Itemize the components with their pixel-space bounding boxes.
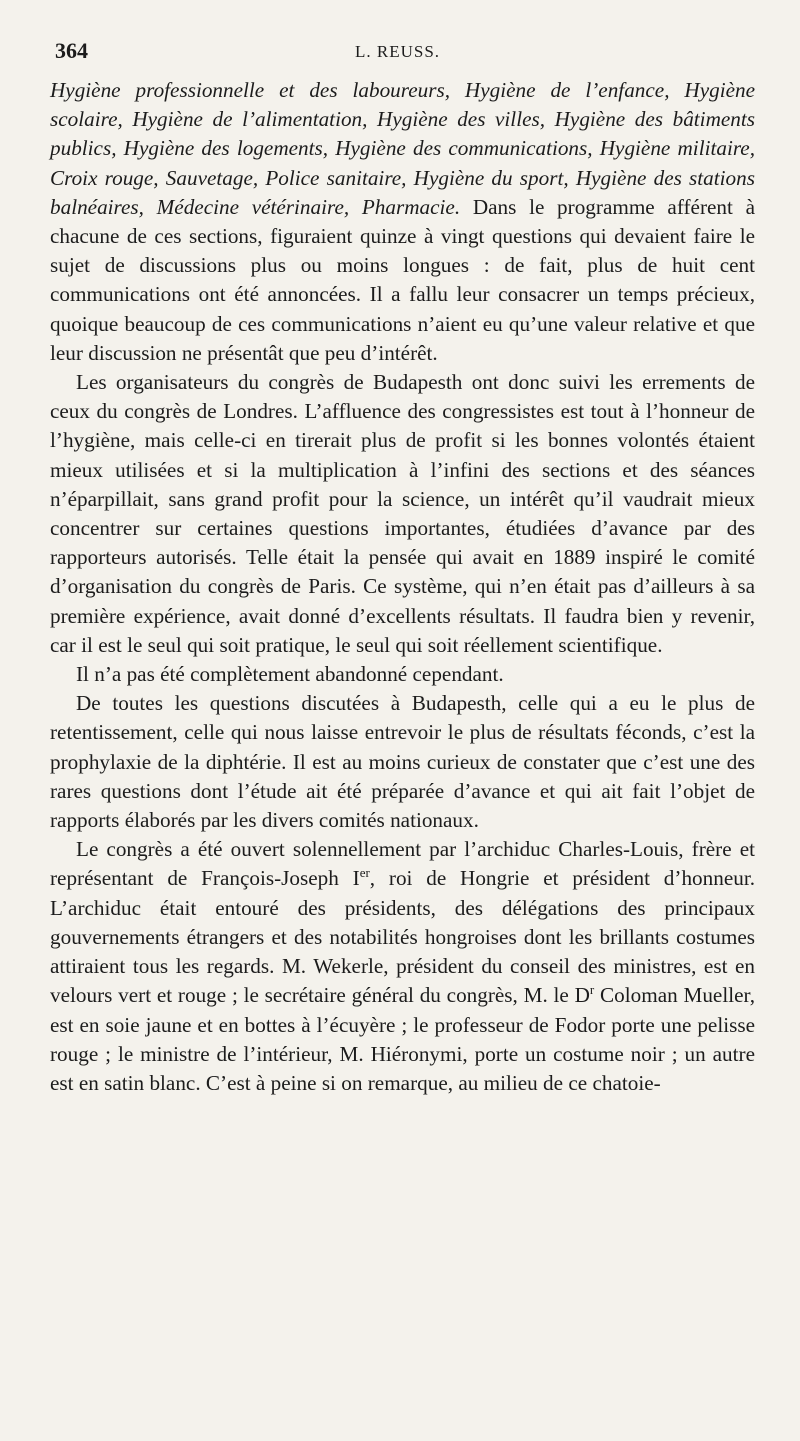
superscript-er: er xyxy=(359,865,370,881)
paragraph-5 xyxy=(50,835,755,1098)
section-list: Hygiène professionnelle et des laboureurs, Hygiène de l’enfance, Hygiène scolaire, Hygiène de l’alimentation, Hygiène des villes, Hygiène des bâtiments publics, Hygiène des logements, Hygiène des communications, Hygiène militaire, Croix rouge, Sauvetage, Police sanitaire, Hygiène du sport, Hygiène des stations balnéaires, Médecine vétérinaire, Pharmacie. xyxy=(50,78,755,219)
paragraph-5-part-2: , roi de Hongrie et président d’honneur. L’archiduc était entouré des présidents, des délégations des principaux gouvernements étrangers et des notabilités hongroises dont les brillants costumes attiraient tous les regards. M. Wekerle, président du conseil des ministres, est en velours vert et rouge ; le secrétaire général du congrès, M. le D xyxy=(50,866,756,1008)
paragraph-1 xyxy=(50,76,755,368)
paragraph-2: Les organisateurs du congrès de Budapesth ont donc suivi les errements de ceux du congrès de Londres. L’affluence des congressistes est tout à l’honneur de l’hygiène, mais celle-ci en tirerait plus de profit si les bonnes volontés étaient mieux utilisées et si la multiplication à l’infini des sections et des séances n’éparpillait, sans grand profit pour la science, un intérêt qu’il vaudrait mieux concentrer sur certaines questions importantes, étudiées d’avance par des rapporteurs autorisés. Telle était la pensée qui avait en 1889 inspiré le comité d’organisation du congrès de Paris. Ce système, qui n’en était pas d’ailleurs à sa première expérience, avait donné d’excellents résultats. Il faudra bien y revenir, car il est le seul qui soit pratique, le seul qui soit réellement scientifique. xyxy=(50,370,755,657)
paragraph-4: De toutes les questions discutées à Budapesth, celle qui a eu le plus de retentissement, celle qui nous laisse entrevoir le plus de résultats féconds, c’est la prophylaxie de la diphtérie. Il est au moins curieux de constater que c’est une des rares questions dont l’étude ait été préparée d’avance et qui ait fait l’objet de rapports élaborés par les divers comités nationaux. xyxy=(50,691,755,833)
paragraph-3: Il n’a pas été complètement abandonné cependant. xyxy=(76,662,504,687)
running-title: L. REUSS. xyxy=(355,42,441,61)
paragraph-5-part-1: Le congrès a été ouvert solennellement par l’archiduc Charles-Louis, frère et représentant de François-Joseph I xyxy=(50,837,755,891)
paragraph-5-part-3: Coloman Mueller, est en soie jaune et en bottes à l’écuyère ; le professeur de Fodor porte une pelisse rouge ; le ministre de l’intérieur, M. Hiéronymi, porte un costume noir ; un autre est en satin blanc. C’est à peine si on remarque, au milieu de ce chatoie- xyxy=(50,983,755,1095)
body-text xyxy=(50,76,755,1098)
page-header xyxy=(55,38,755,68)
superscript-r: r xyxy=(589,982,595,998)
paragraph-1-text: Dans le programme afférent à chacune de ces sections, figuraient quinze à vingt questions qui devaient faire le sujet de discussions plus ou moins longues : de fait, plus de huit cent communications ont été annoncées. Il a fallu leur consacrer un temps précieux, quoique beaucoup de ces communications n’aient eu qu’une valeur relative et que leur discussion ne présentât que peu d’intérêt. xyxy=(50,194,755,365)
page-number: 364 xyxy=(55,38,88,63)
